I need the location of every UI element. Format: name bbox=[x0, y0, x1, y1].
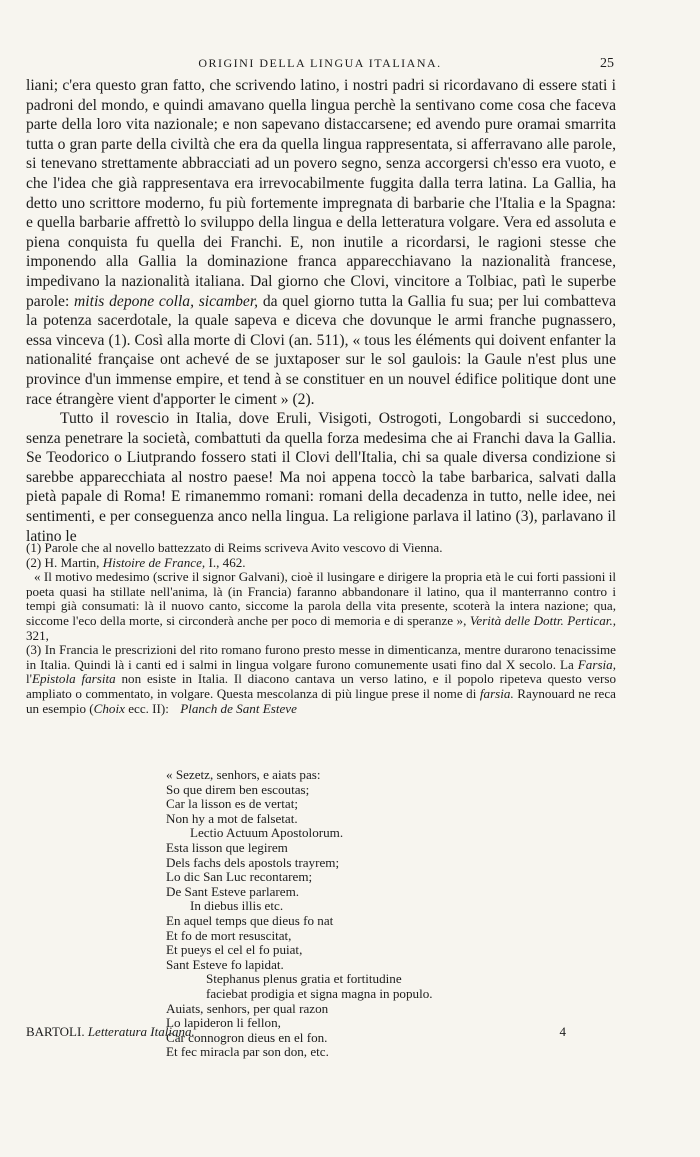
poem-line: Non hy a mot de falsetat. bbox=[166, 810, 298, 826]
running-title: ORIGINI DELLA LINGUA ITALIANA. bbox=[198, 56, 442, 70]
poem-title: Planch de Sant Esteve bbox=[180, 700, 297, 716]
footer-author: BARTOLI. bbox=[26, 1024, 85, 1039]
poem-line: Lo lapideron li fellon, bbox=[166, 1015, 281, 1031]
paragraph: liani; c'era questo gran fatto, che scrivendo latino, i nostri padri si ricordavano di essere stati i padroni del mondo, e quindi amavano quella lingua perchè la sentivano come cosa che faceva parte della loro vita nazionale; e non sapevano distaccarsene; ed avendo pure oramai smarrita tutta o gran parte della civiltà che era da quella lingua rappresentata, si afferravano alle parole, si tenevano strettamente abbracciati ad un povero segno, senza accorgersi ch'esso era vuoto, e che l'idea che già rappresentava era irrevocabilmente fuggita dalla terra latina. La Gallia, ha detto uno scrittore moderno, fu più fortemente impregnata di barbarie che l'Italia e la Spagna: e quella barbarie affrettò lo sviluppo della lingua e della letteratura volgare. Vera ed assoluta e piena conquista fu quella dei Franchi. E, non inutile a ricordarsi, le ragioni stesse che imponendo alla Gallia la dominazione franca apparecchiavano la nazionalità francese, impedivano la nazionalità italiana. Dal giorno che Clovi, vincitore a Tolbiac, patì le superbe parole: mitis depone colla, sicamber, da quel giorno tutta la Gallia fu sua; per lui combatteva la potenza sacerdotale, la quale sapeva e diceva che dovunque le armi franche pugnassero, essa vinceva (1). Così alla morte di Clovi (an. 511), « tous les éléments qui doivent enfanter la nationalité française ont achevé de se juxtaposer sur le sol gaulois: la Gaule n'est plus une province d'un immense empire, et tend à se constituer en un nouvel édifice politique dont une race étrangère vient d'apporter le ciment » (2). bbox=[26, 77, 616, 408]
latin-quote: mitis depone colla, sicamber, bbox=[74, 292, 259, 310]
poem-line: Esta lisson que legirem bbox=[166, 839, 288, 855]
poem-line: Car la lisson es de vertat; bbox=[166, 796, 298, 812]
poem-line: Sant Esteve fo lapidat. bbox=[166, 956, 284, 972]
poem-line: So que direm ben escoutas; bbox=[166, 781, 310, 797]
footnotes bbox=[26, 541, 616, 716]
poem-line: Et fec miracla par son don, etc. bbox=[166, 1044, 329, 1060]
running-header bbox=[26, 56, 614, 74]
signature-mark: 4 bbox=[559, 1024, 566, 1039]
footer-book-title: Letteratura Italiana. bbox=[87, 1024, 195, 1039]
page-footer bbox=[26, 1024, 586, 1042]
footnote-3: (3) In Francia le prescrizioni del rito romano furono presto messe in dimenticanza, mentre durarono tenacissime in Italia. Quindi là i canti ed i salmi in lingua volgare furono comunemente usati fino dal X secolo. La Farsia, l'Epistola farsita non esiste in Italia. Il diacono cantava un verso latino, e il popolo ripeteva questo verso ampliato o commentato, in volgare. Questa mescolanza di più lingue prese il nome di farsia. Raynouard ne reca un esempio (Choix ecc. II): Planch de Sant Esteve bbox=[26, 642, 616, 716]
poem-line: Et fo de mort resuscitat, bbox=[166, 927, 292, 943]
poem-line: « Sezetz, senhors, e aiats pas: bbox=[166, 767, 321, 782]
poem-line: Auiats, senhors, per qual razon bbox=[166, 1000, 329, 1016]
poem-line: In diebus illis etc. bbox=[190, 898, 284, 914]
poem-line: Dels fachs dels apostols trayrem; bbox=[166, 854, 340, 870]
poem-line: faciebat prodigia et signa magna in populo. bbox=[206, 985, 433, 1001]
footnote-1: (1) Parole che al novello battezzato di Reims scriveva Avito vescovo di Vienna. bbox=[26, 540, 443, 555]
poem-line: Stephanus plenus gratia et fortitudine bbox=[206, 971, 402, 987]
poem-line: Lo dic San Luc recontarem; bbox=[166, 869, 313, 885]
poem-line: De Sant Esteve parlarem. bbox=[166, 883, 300, 899]
paragraph: Tutto il rovescio in Italia, dove Eruli, Visigoti, Ostrogoti, Longobardi si succedono, senza penetrare la società, combattuti da quella forza medesima che ai Franchi dava la Gallia. Se Teodorico o Liutprando fossero stati il Clovi dell'Italia, chi sa quale diversa condizione si sarebbe apparecchiata al nostro paese! Ma noi appena toccò la tabe barbarica, salvati dalla pietà papale di Roma! E rimanemmo romani: romani della decadenza in tutto, nelle idee, nei sentimenti, e per conseguenza anco nella lingua. La religione parlava il latino (3), parlavano il latino le bbox=[26, 410, 616, 545]
poem-line: Lectio Actuum Apostolorum. bbox=[190, 825, 344, 841]
poem-line: Et pueys el cel el fo puiat, bbox=[166, 942, 303, 958]
poem-line: Car connogron dieus en el fon. bbox=[166, 1029, 328, 1045]
main-text bbox=[26, 76, 616, 546]
footnote-2: (2) H. Martin, Histoire de France, I., 462. bbox=[26, 554, 246, 570]
poem bbox=[166, 768, 586, 1060]
page-number: 25 bbox=[600, 56, 614, 71]
footnote-2-quote: « Il motivo medesimo (scrive il signor Galvani), cioè il lusingare e dirigere la propria età le cui forti passioni il poeta quasi ha stillate nell'anima, là (in Francia) faranno abbandonare il latino, qua il manterranno contro i tempi già consumati: là il nuovo canto, siccome la parola della vita presente, scoterà la intera nazione; qua, siccome l'eco della morte, si circonderà anche per poco di memoria e di speranze », Verità delle Dottr. Perticar., 321, bbox=[26, 569, 616, 643]
poem-line: En aquel temps que dieus fo nat bbox=[166, 912, 334, 928]
